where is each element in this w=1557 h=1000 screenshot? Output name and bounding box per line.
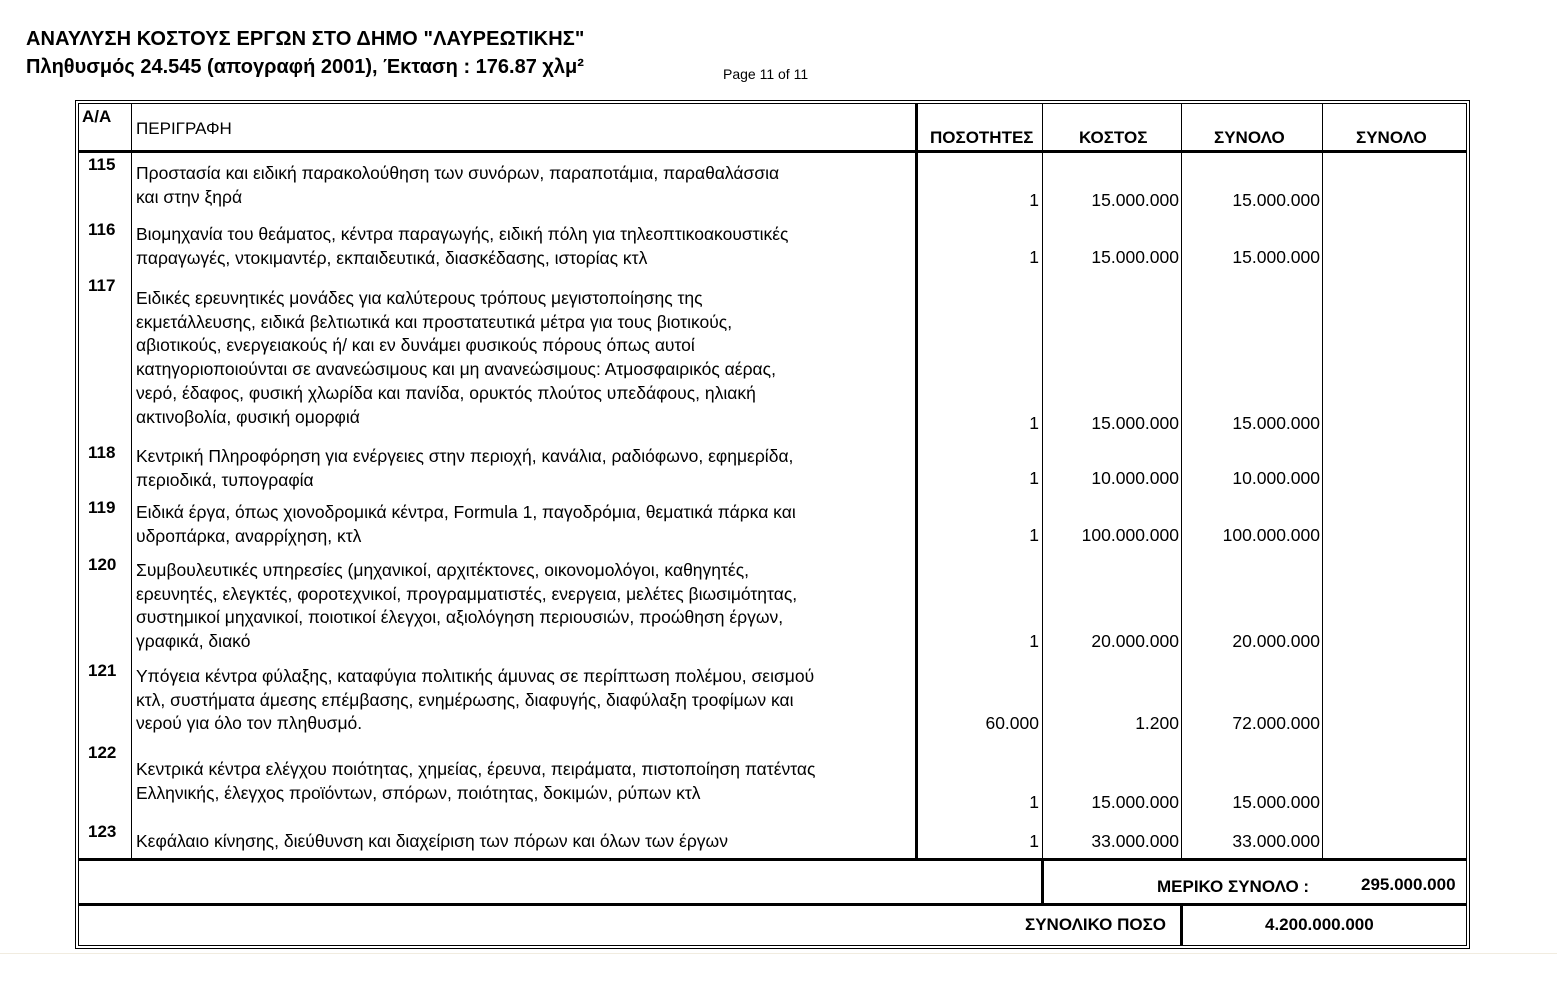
page-title: ΑΝΑΥΛΥΣΗ ΚΟΣΤΟΥΣ ΕΡΓΩΝ ΣΤΟ ΔΗΜΟ "ΛΑΥΡΕΩΤΙΚΗΣ" [26, 28, 585, 50]
description-line: Συμβουλευτικές υπηρεσίες (μηχανικοί, αρχιτέκτονες, οικονομολόγοι, καθηγητές, [136, 560, 750, 580]
partial-total-value: 295.000.000 [1361, 875, 1456, 894]
partial-total-label: ΜΕΡΙΚΟ ΣΥΝΟΛΟ : [1157, 877, 1310, 896]
row-quantity: 1 [1029, 631, 1039, 651]
header-divider [78, 150, 1467, 153]
row-quantity: 1 [1029, 247, 1039, 267]
row-cost: 10.000.000 [1091, 468, 1179, 488]
description-line: εκμετάλλευσης, ειδικά βελτιωτικά και προστατευτικά μέτρα για τους βιοτικούς, [136, 311, 733, 332]
description-line: Βιομηχανία του θεάματος, κέντρα παραγωγής, ειδική πόλη για τηλεοπτικοακουστικές [136, 224, 789, 244]
row-description [136, 559, 916, 654]
row-number: 121 [88, 661, 117, 680]
row-quantity: 60.000 [985, 713, 1039, 733]
page-number: Page 11 of 11 [723, 66, 809, 82]
description-line: ακτινοβολία, φυσική ομορφιά [136, 406, 360, 427]
description-line: περιοδικά, τυπογραφία [136, 469, 314, 490]
description-line: Κεντρική Πληροφόρηση για ενέργειες στην περιοχή, κανάλια, ραδιόφωνο, εφημερίδα, [136, 446, 794, 466]
description-line: κατηγοριοποιούνται σε ανανεώσιμους και μη ανανεώσιμους: Ατμοσφαιρικός αέρας, [136, 359, 776, 380]
row-quantity: 1 [1029, 413, 1039, 433]
row-cost: 100.000.000 [1081, 525, 1179, 545]
col-header-cost: ΚΟΣΤΟΣ [1079, 128, 1148, 147]
grand-total-label: ΣΥΝΟΛΙΚΟ ΠΟΣΟ [1025, 915, 1167, 934]
description-line: Ειδικές ερευνητικές μονάδες για καλύτερους τρόπους μεγιστοποίησης της [136, 288, 703, 308]
col-header-quantities: ΠΟΣΟΤΗΤΕΣ [930, 128, 1034, 147]
col-header-total: ΣΥΝΟΛΟ [1214, 128, 1285, 147]
row-total: 15.000.000 [1232, 413, 1320, 433]
row-quantity: 1 [1029, 831, 1039, 851]
row-cost: 15.000.000 [1091, 792, 1179, 812]
row-total: 20.000.000 [1232, 631, 1320, 651]
row-number: 122 [88, 743, 117, 762]
col-divider-cost [1181, 103, 1182, 860]
page-subtitle: Πληθυσμός 24.545 (απογραφή 2001), Έκταση : 176.87 χλμ² [26, 56, 584, 78]
row-quantity: 1 [1029, 792, 1039, 812]
description-line: ερευνητές, ελεγκτές, φοροτεχνικοί, προγραμματιστές, ενεργεια, μελέτες βιωσιμότητας, [136, 583, 798, 604]
col-header-total-2: ΣΥΝΟΛΟ [1356, 128, 1427, 147]
description-line: Υπόγεια κέντρα φύλαξης, καταφύγια πολιτικής άμυνας σε περίπτωση πολέμου, σεισμού [136, 666, 815, 686]
row-total: 33.000.000 [1232, 831, 1320, 851]
col-divider-aa [131, 103, 132, 860]
col-header-description: ΠΕΡΙΓΡΑΦΗ [136, 119, 232, 138]
row-number: 123 [88, 822, 117, 841]
row-total: 10.000.000 [1232, 468, 1320, 488]
body-bottom-line [78, 858, 1467, 861]
row-number: 115 [88, 155, 116, 174]
row-total: 15.000.000 [1232, 792, 1320, 812]
description-line: συστημικοί μηχανικοί, ποιοτικοί έλεγχοι, αξιολόγηση περιουσιών, προώθηση έργων, [136, 607, 784, 628]
row-quantity: 1 [1029, 190, 1039, 210]
description-line: Κεντρικά κέντρα ελέγχου ποιότητας, χημείας, έρευνα, πειράματα, πιστοποίηση πατέντας [136, 759, 816, 779]
footer-divider-line [78, 903, 1467, 906]
row-description [136, 223, 916, 270]
description-line: γραφικά, διακό [136, 631, 251, 652]
row-cost: 20.000.000 [1091, 631, 1179, 651]
footer-divider-grand [1180, 905, 1183, 946]
description-line: υδροπάρκα, αναρρίχηση, κτλ [136, 525, 362, 546]
footer-divider-partial [1041, 860, 1044, 903]
description-line: παραγωγές, ντοκιμαντέρ, εκπαιδευτικά, διασκέδασης, ιστορίας κτλ [136, 247, 648, 268]
row-total: 15.000.000 [1232, 190, 1320, 210]
row-total: 72.000.000 [1232, 713, 1320, 733]
description-line: κτλ, συστήματα άμεσης επέμβασης, ενημέρωσης, διαφυγής, διαφύλαξη τροφίμων και [136, 689, 794, 710]
row-description [136, 665, 916, 736]
row-cost: 15.000.000 [1091, 247, 1179, 267]
description-line: νερό, έδαφος, φυσική χλωρίδα και πανίδα, ορυκτός πλούτος υπεδάφους, ηλιακή [136, 382, 756, 403]
description-line: αβιοτικούς, ενεργειακούς ή/ και εν δυνάμει φυσικούς πόρους όπως αυτοί [136, 335, 695, 356]
page-bottom-edge [0, 953, 1557, 954]
row-number: 120 [88, 555, 117, 574]
description-line: και στην ξηρά [136, 186, 243, 207]
description-line: νερού για όλο τον πληθυσμό. [136, 713, 363, 734]
col-divider-total [1322, 103, 1323, 860]
row-quantity: 1 [1029, 525, 1039, 545]
row-description [136, 162, 916, 209]
row-number: 117 [88, 276, 116, 295]
description-line: Κεφάλαιο κίνησης, διεύθυνση και διαχείριση των πόρων και όλων των έργων [136, 831, 728, 851]
row-number: 116 [88, 220, 116, 239]
description-line: Ειδικά έργα, όπως χιονοδρομικά κέντρα, Formula 1, παγοδρόμια, θεματικά πάρκα και [136, 502, 796, 522]
row-number: 118 [88, 443, 116, 462]
row-description [136, 501, 916, 548]
col-header-aa: Α/Α [82, 107, 112, 126]
row-quantity: 1 [1029, 468, 1039, 488]
row-cost: 15.000.000 [1091, 190, 1179, 210]
row-number: 119 [88, 498, 116, 517]
description-line: Προστασία και ειδική παρακολούθηση των συνόρων, παραποτάμια, παραθαλάσσια [136, 163, 780, 183]
row-cost: 33.000.000 [1091, 831, 1179, 851]
row-cost: 1.200 [1135, 713, 1179, 733]
row-description [136, 758, 916, 805]
row-cost: 15.000.000 [1091, 413, 1179, 433]
row-description [136, 445, 916, 492]
row-total: 100.000.000 [1222, 525, 1320, 545]
description-line: Ελληνικής, έλεγχος προϊόντων, σπόρων, ποιότητας, δοκιμών, ρύπων κτλ [136, 782, 701, 803]
row-description [136, 287, 916, 429]
grand-total-value: 4.200.000.000 [1265, 915, 1374, 934]
col-divider-qty [1042, 103, 1043, 860]
row-total: 15.000.000 [1232, 247, 1320, 267]
row-description [136, 830, 916, 854]
